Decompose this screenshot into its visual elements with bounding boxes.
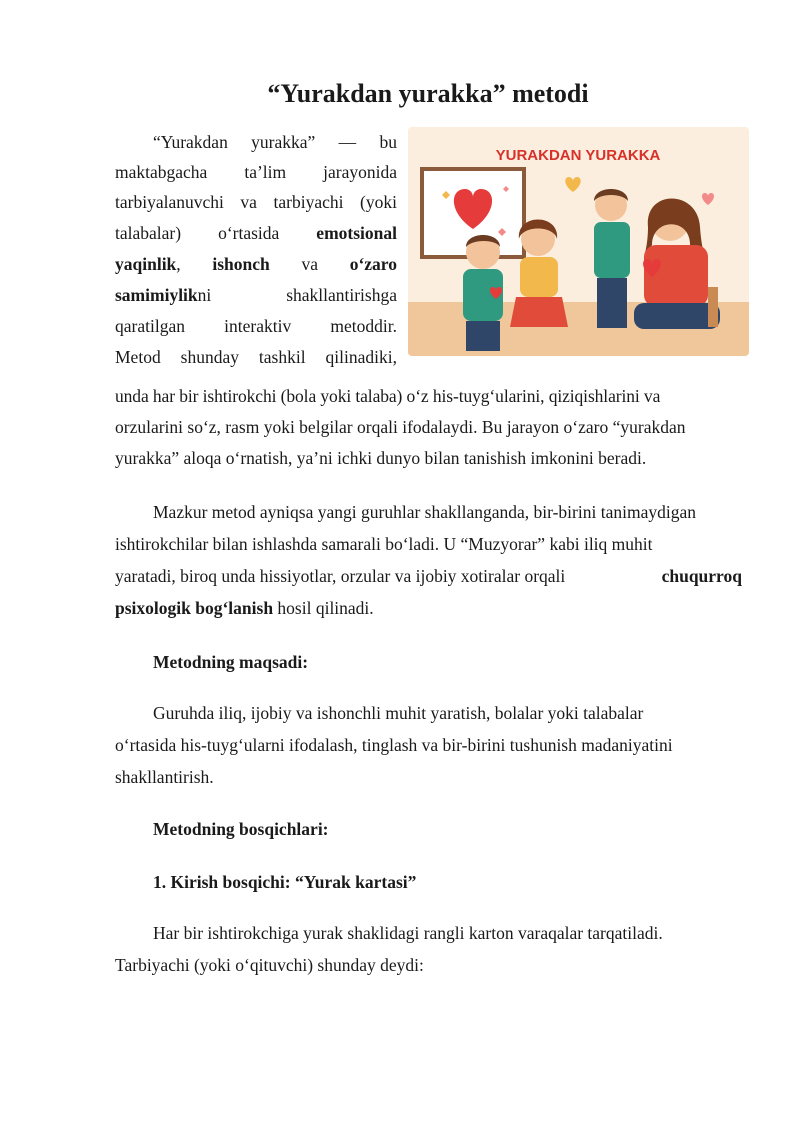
word: tarbiyachi <box>273 192 344 212</box>
illustration-svg <box>408 127 749 356</box>
bold-word: o‘zaro <box>349 254 397 274</box>
word: ta’lim <box>244 162 287 182</box>
intro-line-4 <box>115 221 397 245</box>
stage1-line-1: Har bir ishtirokchiga yurak shaklidagi rangli karton varaqalar tarqatiladi. <box>153 923 663 943</box>
para2-line-3 <box>115 564 742 588</box>
bold-phrase: psixologik bog‘lanish <box>115 598 274 618</box>
bold-word: ishonch <box>212 254 270 274</box>
intro-line-9: unda har bir ishtirokchi (bola yoki talaba) o‘z his-tuyg‘ularini, qiziqishlarini va <box>115 386 661 406</box>
word: jarayonida <box>323 162 397 182</box>
goal-line-3: shakllantirish. <box>115 767 214 787</box>
para2-line-2: ishtirokchilar bilan ishlashda samarali bo‘ladi. U “Muzyorar” kabi iliq muhit <box>115 534 653 554</box>
word: shunday <box>180 347 239 367</box>
intro-line-10: orzularini so‘z, rasm yoki belgilar orqali ifodalaydi. Bu jarayon o‘zaro “yurakdan <box>115 417 686 437</box>
illustration-image <box>408 127 749 356</box>
word: yurakka” <box>251 132 316 152</box>
word: ni <box>197 285 212 305</box>
word: (yoki <box>360 192 397 212</box>
text-span: hosil qilinadi. <box>273 598 374 618</box>
word: qilinadiki, <box>325 347 397 367</box>
word: maktabgacha <box>115 162 208 182</box>
bold-word: samimiylik <box>115 285 198 305</box>
intro-line-7 <box>115 314 397 338</box>
stage1-heading: 1. Kirish bosqichi: “Yurak kartasi” <box>153 872 417 892</box>
word: o‘rtasida <box>218 223 280 243</box>
illustration-banner: YURAKDAN YURAKKA <box>495 147 661 164</box>
heading-stages: Metodning bosqichlari: <box>153 819 329 839</box>
word: tarbiyalanuvchi <box>115 192 224 212</box>
goal-line-2: o‘rtasida his-tuyg‘ularni ifodalash, tinglash va bir-birini tushunish madaniyatini <box>115 735 673 755</box>
intro-line-11: yurakka” aloqa o‘rnatish, ya’ni ichki dunyo bilan tanishish imkonini beradi. <box>115 448 647 468</box>
intro-line-5 <box>115 252 397 276</box>
word: metoddir. <box>330 316 397 336</box>
para2-line-1: Mazkur metod ayniqsa yangi guruhlar shakllanganda, bir-birini tanimaydigan <box>153 502 696 522</box>
goal-line-1: Guruhda iliq, ijobiy va ishonchli muhit yaratish, bolalar yoki talabalar <box>153 703 644 723</box>
word: va <box>240 192 257 212</box>
stage1-line-2: Tarbiyachi (yoki o‘qituvchi) shunday deydi: <box>115 955 424 975</box>
word: shakllantirishga <box>286 285 397 305</box>
word: “Yurakdan <box>153 132 228 152</box>
intro-line-3 <box>115 190 397 214</box>
word: tashkil <box>258 347 306 367</box>
heading-goal: Metodning maqsadi: <box>153 652 309 672</box>
bold-word: chuqurroq <box>661 566 742 586</box>
word: va <box>301 254 318 274</box>
intro-line-2 <box>115 160 397 184</box>
bold-word: yaqinlik <box>115 254 177 274</box>
para2-line-4 <box>115 596 742 620</box>
intro-line-6 <box>115 283 397 307</box>
text-span: yaratadi, biroq unda hissiyotlar, orzular va ijobiy xotiralar orqali <box>115 566 566 586</box>
bold-word: emotsional <box>316 223 397 243</box>
word: , <box>176 254 181 274</box>
word: talabalar) <box>115 223 182 243</box>
word: — <box>338 132 357 152</box>
word: bu <box>379 132 397 152</box>
word: Metod <box>115 347 161 367</box>
intro-line-8 <box>115 345 397 369</box>
intro-line-1 <box>115 130 397 154</box>
word: interaktiv <box>224 316 292 336</box>
word: qaratilgan <box>115 316 185 336</box>
document-title: “Yurakdan yurakka” metodi <box>267 79 589 108</box>
